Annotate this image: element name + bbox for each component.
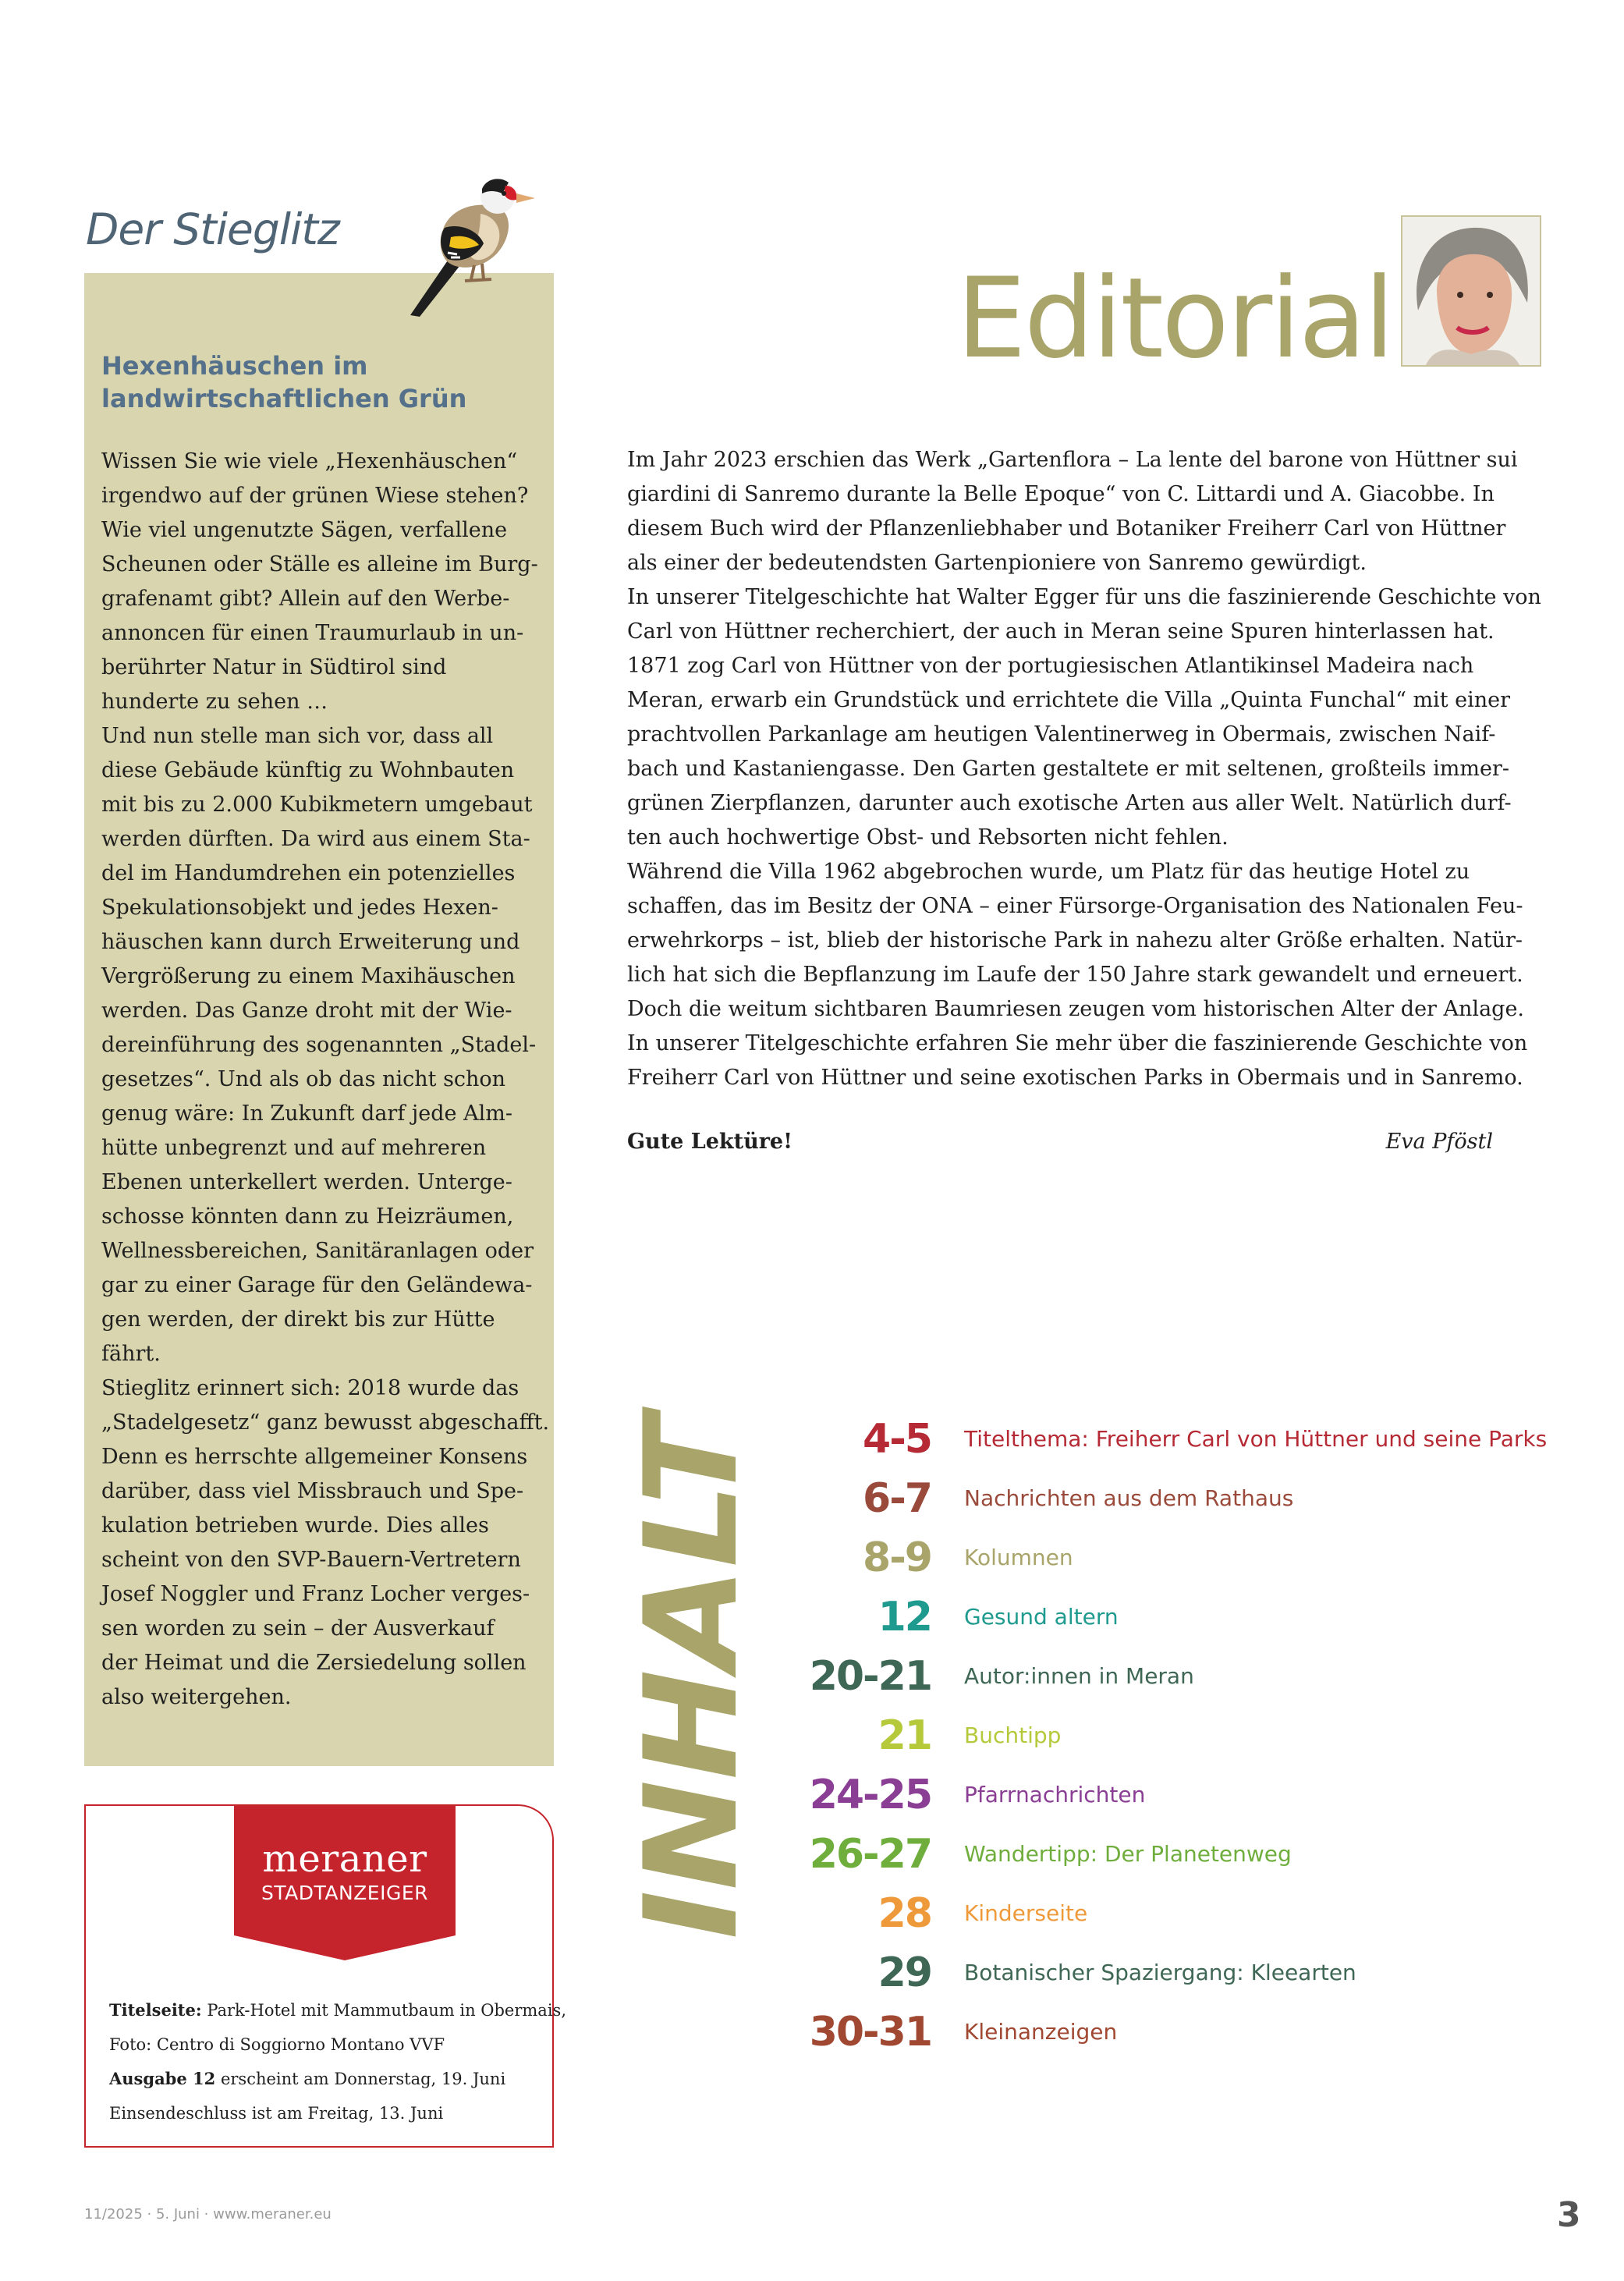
editorial-line: In unserer Titelgeschichte erfahren Sie mehr über die faszinierende Geschichte von xyxy=(627,1031,1528,1055)
cover-line xyxy=(109,1993,566,2027)
editorial-line: grünen Zierpflanzen, darunter auch exotische Arten aus aller Welt. Natürlich durf- xyxy=(627,791,1512,815)
column-line: darüber, dass viel Missbrauch und Spe- xyxy=(101,1479,524,1503)
issue-line xyxy=(109,2062,546,2096)
photo-credit: Foto: Centro di Soggiorno Montano VVF xyxy=(109,2035,445,2054)
footer-issue-info: 11/2025 · 5. Juni · www.meraner.eu xyxy=(84,2206,332,2222)
author-signature: Eva Pföstl xyxy=(1385,1130,1493,1154)
column-line: Wellnessbereichen, Sanitäranlagen oder xyxy=(101,1239,534,1263)
editorial-title: Editorial xyxy=(956,254,1393,383)
column-line: irgendwo auf der grünen Wiese stehen? xyxy=(101,484,529,508)
column-line: Wissen Sie wie viele „Hexenhäuschen“ xyxy=(101,449,518,474)
toc-label: Gesund altern xyxy=(964,1604,1119,1630)
toc-pages: 24-25 xyxy=(809,1772,931,1818)
column-line: gesetzes“. Und als ob das nicht schon xyxy=(101,1067,506,1091)
logo-name: meraner xyxy=(262,1837,427,1881)
greeting: Gute Lektüre! xyxy=(627,1130,792,1154)
column-line: Wie viel ungenutzte Sägen, verfallene xyxy=(101,518,508,542)
deadline-text: Einsendeschluss ist am Freitag, 13. Juni xyxy=(109,2104,444,2123)
toc-pages: 30-31 xyxy=(809,2009,931,2056)
editorial-line: ten auch hochwertige Obst- und Rebsorten nicht fehlen. xyxy=(627,825,1229,850)
toc-pages: 28 xyxy=(878,1890,931,1937)
cover-label: Titelseite: xyxy=(109,2000,202,2020)
toc-pages: 20-21 xyxy=(809,1653,931,1700)
toc-label: Wandertipp: Der Planetenweg xyxy=(964,1841,1292,1867)
column-line: Scheunen oder Ställe es alleine im Burg- xyxy=(101,552,538,576)
column-line: gar zu einer Garage für den Geländewa- xyxy=(101,1273,533,1297)
toc-item[interactable] xyxy=(780,1475,1560,1522)
toc-item[interactable] xyxy=(780,1594,1560,1641)
toc-pages: 29 xyxy=(878,1949,931,1996)
logo-subtitle: STADTANZEIGER xyxy=(261,1882,429,1904)
column-line: gen werden, der direkt bis zur Hütte xyxy=(101,1307,495,1332)
author-portrait-image xyxy=(1402,217,1540,365)
column-line: Stieglitz erinnert sich: 2018 wurde das xyxy=(101,1376,519,1400)
column-line: hütte unbegrenzt und auf mehreren xyxy=(101,1136,487,1160)
column-line: der Heimat und die Zersiedelung sollen xyxy=(101,1651,527,1675)
column-title: Der Stieglitz xyxy=(86,204,339,254)
column-line: del im Handumdrehen ein potenzielles xyxy=(101,861,516,885)
editorial-body xyxy=(627,443,1548,1095)
column-line: also weitergehen. xyxy=(101,1685,292,1709)
editorial-line: lich hat sich die Bepflanzung im Laufe der 150 Jahre stark gewandelt und erneuert. xyxy=(627,963,1523,987)
toc-item[interactable] xyxy=(780,1653,1560,1700)
issue-label: Ausgabe 12 xyxy=(109,2069,216,2088)
inhalt-heading-text: INHALT xyxy=(617,1431,766,1939)
column-line: Denn es herrschte allgemeiner Konsens xyxy=(101,1445,528,1469)
column-line: dereinführung des sogenannten „Stadel- xyxy=(101,1033,537,1057)
editorial-line: In unserer Titelgeschichte hat Walter Egger für uns die faszinierende Geschichte von xyxy=(627,585,1541,609)
editorial-line: Carl von Hüttner recherchiert, der auch in Meran seine Spuren hinterlassen hat. xyxy=(627,619,1495,644)
column-line: fährt. xyxy=(101,1342,161,1366)
author-portrait xyxy=(1401,215,1541,367)
editorial-line: diesem Buch wird der Pflanzenliebhaber und Botaniker Freiherr Carl von Hüttner xyxy=(627,516,1506,541)
inhalt-heading xyxy=(617,1412,766,1942)
toc-label: Kleinanzeigen xyxy=(964,2019,1118,2045)
editorial-line: Meran, erwarb ein Grundstück und errichtete die Villa „Quinta Funchal“ mit einer xyxy=(627,688,1511,712)
editorial-line: Doch die weitum sichtbaren Baumriesen zeugen vom historischen Alter der Anlage. xyxy=(627,997,1525,1021)
column-line: genug wäre: In Zukunft darf jede Alm- xyxy=(101,1101,512,1126)
toc-item[interactable] xyxy=(780,1772,1560,1818)
editorial-line: giardini di Sanremo durante la Belle Epoque“ von C. Littardi und A. Giacobbe. In xyxy=(627,482,1495,506)
editorial-line: schaffen, das im Besitz der ONA – einer Fürsorge-Organisation des Nationalen Feu- xyxy=(627,894,1523,918)
column-line: werden dürften. Da wird aus einem Sta- xyxy=(101,827,530,851)
column-line: Ebenen unterkellert werden. Unterge- xyxy=(101,1170,512,1194)
column-line: scheint von den SVP-Bauern-Vertretern xyxy=(101,1548,521,1572)
toc-label: Kinderseite xyxy=(964,1900,1088,1926)
toc-item[interactable] xyxy=(780,1831,1560,1878)
cover-text: Park-Hotel mit Mammutbaum in Obermais, xyxy=(207,2001,566,2020)
editorial-line: erwehrkorps – ist, blieb der historische Park in nahezu alter Größe erhalten. Natür- xyxy=(627,928,1523,952)
column-heading-line: landwirtschaftlichen Grün xyxy=(101,384,467,413)
toc-label: Botanischer Spaziergang: Kleearten xyxy=(964,1960,1356,1985)
toc-pages: 12 xyxy=(878,1594,931,1641)
toc-pages: 26-27 xyxy=(809,1831,931,1878)
toc-pages: 6-7 xyxy=(863,1475,931,1522)
goldfinch-illustration xyxy=(396,162,537,318)
column-line: grafenamt gibt? Allein auf den Werbe- xyxy=(101,587,510,611)
editorial-line: bach und Kastaniengasse. Den Garten gestaltete er mit seltenen, großteils immer- xyxy=(627,757,1509,781)
editorial-line: 1871 zog Carl von Hüttner von der portugiesischen Atlantikinsel Madeira nach xyxy=(627,654,1474,678)
column-line: schosse könnten dann zu Heizräumen, xyxy=(101,1204,514,1229)
column-line: hunderte zu sehen … xyxy=(101,690,328,714)
toc-item[interactable] xyxy=(780,2009,1560,2056)
toc-label: Kolumnen xyxy=(964,1545,1073,1570)
column-line: berührter Natur in Südtirol sind xyxy=(101,655,447,679)
column-line: Vergrößerung zu einem Maxihäuschen xyxy=(101,964,516,988)
editorial-line: als einer der bedeutendsten Gartenpioniere von Sanremo gewürdigt. xyxy=(627,551,1367,575)
column-line: Josef Noggler und Franz Locher verges- xyxy=(101,1582,530,1606)
imprint-text xyxy=(109,1993,566,2130)
toc-item[interactable] xyxy=(780,1712,1560,1759)
column-heading-line: Hexenhäuschen im xyxy=(101,351,368,381)
toc-item[interactable] xyxy=(780,1534,1560,1581)
editorial-line: prachtvollen Parkanlage am heutigen Valentinerweg in Obermais, zwischen Naif- xyxy=(627,722,1496,747)
column-line: werden. Das Ganze droht mit der Wie- xyxy=(101,999,512,1023)
column-line: häuschen kann durch Erweiterung und xyxy=(101,930,520,954)
toc-item[interactable] xyxy=(780,1949,1560,1996)
page-number: 3 xyxy=(1557,2195,1581,2235)
column-heading xyxy=(101,349,538,415)
toc-label: Nachrichten aus dem Rathaus xyxy=(964,1485,1294,1511)
editorial-line: Im Jahr 2023 erschien das Werk „Gartenflora – La lente del barone von Hüttner sui xyxy=(627,448,1518,472)
toc-pages: 4-5 xyxy=(863,1416,931,1463)
toc-label: Titelthema: Freiherr Carl von Hüttner und seine Parks xyxy=(964,1426,1548,1452)
toc-item[interactable] xyxy=(780,1416,1560,1463)
column-line: diese Gebäude künftig zu Wohnbauten xyxy=(101,758,515,782)
column-line: annoncen für einen Traumurlaub in un- xyxy=(101,621,524,645)
editorial-line: Freiherr Carl von Hüttner und seine exotischen Parks in Obermais und in Sanremo. xyxy=(627,1066,1523,1090)
toc-pages: 21 xyxy=(878,1712,931,1759)
column-line: mit bis zu 2.000 Kubikmetern umgebaut xyxy=(101,793,533,817)
issue-text: erscheint am Donnerstag, 19. Juni xyxy=(220,2070,506,2088)
column-line: kulation betrieben wurde. Dies alles xyxy=(101,1513,489,1538)
toc-label: Buchtipp xyxy=(964,1722,1062,1748)
toc-label: Pfarrnachrichten xyxy=(964,1782,1146,1807)
toc-label: Autor:innen in Meran xyxy=(964,1663,1194,1689)
column-body xyxy=(101,445,550,1715)
toc-item[interactable] xyxy=(780,1890,1560,1937)
column-line: sen worden zu sein – der Ausverkauf xyxy=(101,1616,495,1641)
column-line: Und nun stelle man sich vor, dass all xyxy=(101,724,494,748)
column-line: „Stadelgesetz“ ganz bewusst abgeschafft. xyxy=(101,1410,550,1435)
editorial-line: Während die Villa 1962 abgebrochen wurde, um Platz für das heutige Hotel zu xyxy=(627,860,1470,884)
toc-pages: 8-9 xyxy=(863,1534,931,1581)
column-line: Spekulationsobjekt und jedes Hexen- xyxy=(101,896,498,920)
